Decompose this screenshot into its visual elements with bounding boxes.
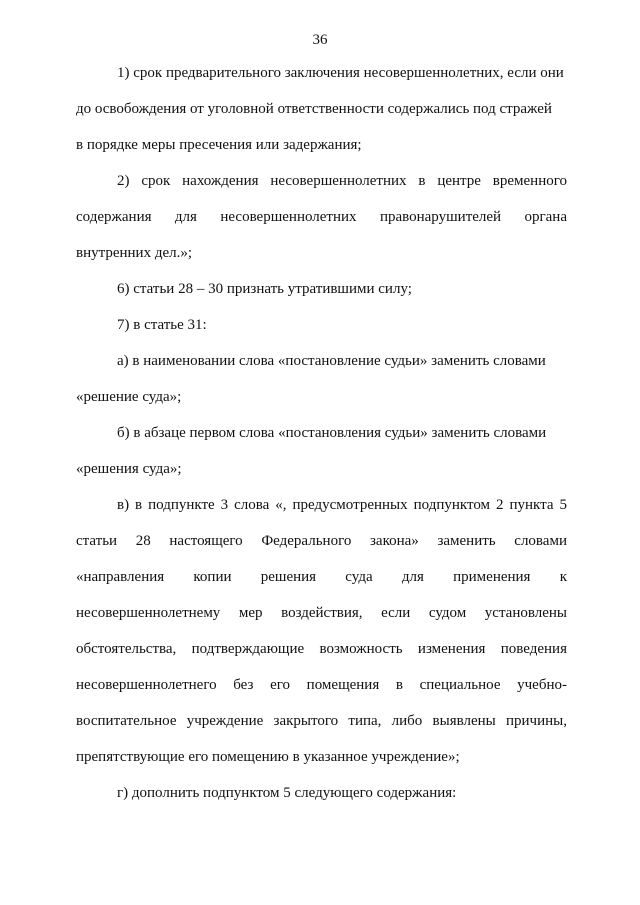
text-line: 1) срок предварительного заключения несовершеннолетних, если они [117,65,564,81]
text-line: «направления копии решения суда для применения к [76,569,567,585]
page-number: 36 [312,32,328,48]
text-line: воспитательное учреждение закрытого типа, либо выявлены причины, [76,713,567,729]
text-line: обстоятельства, подтверждающие возможность изменения поведения [76,641,567,657]
text-line: г) дополнить подпунктом 5 следующего содержания: [117,785,457,801]
text-line: препятствующие его помещению в указанное учреждение»; [76,749,460,765]
text-line: б) в абзаце первом слова «постановления судьи» заменить словами [117,425,547,441]
text-line: несовершеннолетнему мер воздействия, если судом установлены [76,605,567,621]
text-line: в) в подпункте 3 слова «, предусмотренных подпунктом 2 пункта 5 [117,497,567,513]
text-line: внутренних дел.»; [76,245,193,261]
text-line: в порядке меры пресечения или задержания; [76,137,362,153]
text-line: 6) статьи 28 – 30 признать утратившими силу; [117,281,412,297]
text-line: несовершеннолетнего без его помещения в специальное учебно- [76,677,567,693]
text-line: 2) срок нахождения несовершеннолетних в центре временного [117,173,567,189]
text-line: «решение суда»; [76,389,182,405]
text-line: а) в наименовании слова «постановление судьи» заменить словами [117,353,546,369]
text-line: до освобождения от уголовной ответственности содержались под стражей [76,101,552,117]
text-line: содержания для несовершеннолетних правонарушителей органа [76,209,567,225]
text-line: статьи 28 настоящего Федерального закона» заменить словами [76,533,567,549]
text-line: 7) в статье 31: [117,317,207,333]
text-line: «решения суда»; [76,461,182,477]
